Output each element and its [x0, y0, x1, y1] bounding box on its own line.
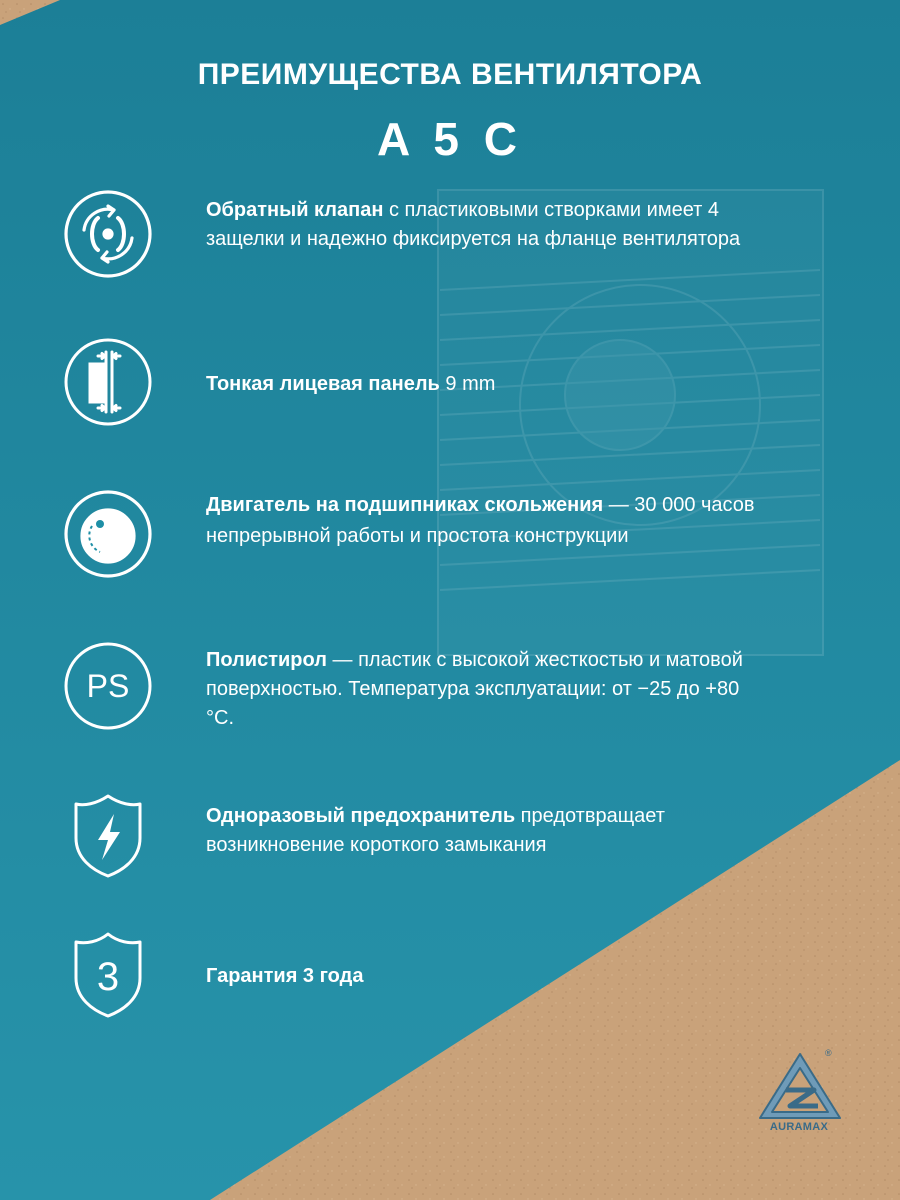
thin-panel-icon [62, 336, 154, 428]
feature-title: Двигатель на подшипниках скольжения [206, 494, 604, 516]
feature-desc: — 30 000 часов непрерывной работы и простота конструкции [206, 494, 755, 547]
feature-desc: — пластик с высокой жесткостью и матовой поверхностью. Температура эксплуатации: от −25 до +80 °C. [206, 649, 743, 729]
feature-text [206, 490, 766, 552]
registered-mark: ® [825, 1048, 832, 1058]
check-valve-icon [62, 188, 154, 280]
ps-label: PS [86, 668, 130, 704]
fuse-shield-icon [62, 790, 154, 882]
fan-illustration [438, 190, 823, 655]
warranty-number: 3 [96, 955, 120, 999]
polystyrene-icon [62, 640, 154, 732]
feature-text [206, 802, 766, 860]
bearing-motor-icon [62, 488, 154, 580]
feature-title: Полистирол [206, 649, 327, 671]
feature-text [206, 370, 766, 399]
model-name: A 5 C [377, 113, 523, 165]
feature-text [206, 646, 766, 733]
feature-title: Тонкая лицевая панель [206, 373, 440, 395]
feature-title: Гарантия 3 года [206, 965, 364, 987]
feature-desc: предотвращает возникновение короткого замыкания [206, 805, 665, 856]
feature-title: Обратный клапан [206, 199, 384, 221]
feature-text [206, 196, 766, 254]
warranty-shield-icon [62, 928, 154, 1020]
page-title: ПРЕИМУЩЕСТВА ВЕНТИЛЯТОРА [197, 58, 703, 91]
brand-name: AURAMAX [769, 1121, 829, 1133]
feature-text [206, 962, 766, 991]
feature-desc: 9 mm [439, 373, 496, 395]
feature-desc: с пластиковыми створками имеет 4 защелки и надежно фиксируется на фланце вентилятора [206, 199, 741, 250]
feature-title: Одноразовый предохранитель [206, 805, 516, 827]
